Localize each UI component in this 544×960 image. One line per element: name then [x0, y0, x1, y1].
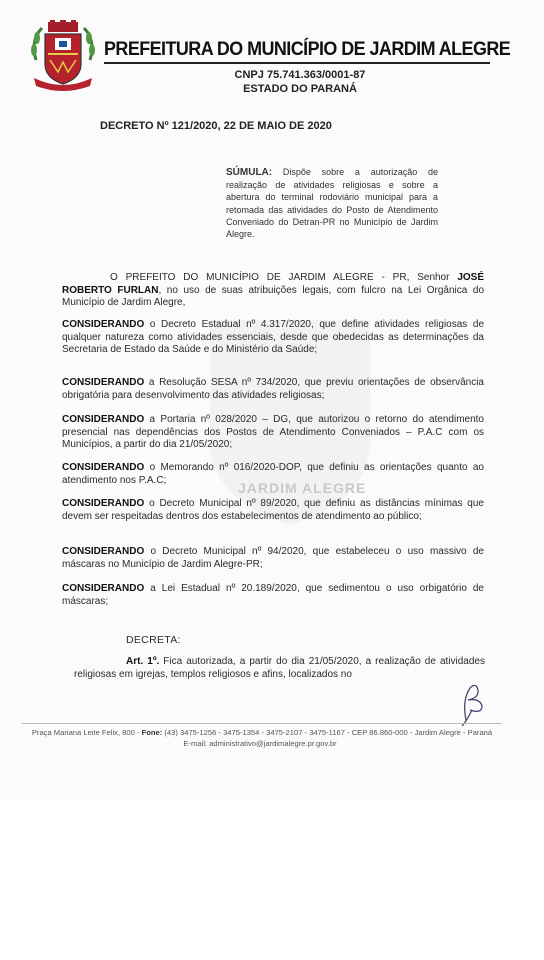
considerando-text: o Memorando nº 016/2020-DOP, que definiu as orientações quanto ao atendimento nos P.A.C; — [62, 462, 484, 486]
paragraph-considerando-6 — [62, 546, 484, 571]
mayor-name: JOSÉ ROBERTO FURLAN — [62, 272, 484, 296]
article-label: Art. 1º. — [126, 656, 160, 667]
paragraph-considerando-5 — [62, 498, 484, 523]
footer-divider — [22, 723, 502, 724]
considerando-label: CONSIDERANDO — [62, 377, 145, 388]
considerando-label: CONSIDERANDO — [62, 546, 145, 557]
paragraph-preamble — [62, 272, 484, 310]
footer-phone-label: Fone: — [141, 728, 163, 737]
considerando-text: a Lei Estadual nº 20.189/2020, que sedimentou o uso orbigatório de máscaras; — [62, 583, 484, 607]
considerando-text: a Portaria nº 028/2020 – DG, que autorizou o retorno do atendimento presencial nas dependências dos Postos de Atendimento Conveniados – P.A.C com os Municípios, a partir do dia 21/05/2020; — [62, 414, 484, 451]
watermark-text: JARDIM ALEGRE — [238, 480, 367, 496]
sumula-lead: SÚMULA: — [226, 167, 273, 178]
paragraph-considerando-1 — [62, 319, 484, 357]
considerando-label: CONSIDERANDO — [62, 583, 145, 594]
signature-icon — [452, 680, 492, 728]
preamble-text-cont: , no uso de suas atribuições legais, com fulcro na Lei Orgânica do Município de Jardim Alegre, — [62, 284, 485, 309]
considerando-text: o Decreto Municipal nº 89/2020, que definiu as distâncias mínimas que devem ser respeitadas dentros dos estabelecimentos de atendimento ao público; — [62, 498, 484, 522]
paragraph-considerando-7 — [62, 583, 484, 608]
footer-email: E-mail: administrativo@jardimalegre.pr.gov.br — [183, 739, 337, 748]
footer-phones: (43) 3475-1256 - 3475-1354 - 3475-2107 - 3475-1167 - CEP 86.860-000 - Jardim Alegre - Paraná — [162, 728, 493, 737]
considerando-text: o Decreto Municipal nº 94/2020, que estabeleceu o uso massivo de máscaras no Município de Jardim Alegre-PR; — [62, 546, 484, 570]
preamble-text: O PREFEITO DO MUNICÍPIO DE JARDIM ALEGRE - PR, Senhor — [110, 272, 458, 283]
state-text: ESTADO DO PARANÁ — [243, 83, 357, 95]
cnpj-text: CNPJ 75.741.363/0001-87 — [234, 69, 366, 81]
article-text: Fica autorizada, a partir do dia 21/05/2020, a realização de atividades religiosas em igrejas, templos religiosos e afins, localizados no — [74, 656, 485, 680]
footer-address — [2, 728, 522, 737]
decree-title: DECRETO Nº 121/2020, 22 DE MAIO DE 2020 — [100, 120, 332, 132]
considerando-text: a Resolução SESA nº 734/2020, que previu orientações de observância obrigatória para desenvolvimento das atividades religiosas; — [62, 377, 484, 401]
considerando-label: CONSIDERANDO — [62, 462, 145, 473]
sumula-block — [226, 166, 438, 240]
title-underline — [104, 62, 490, 64]
page-title: PREFEITURA DO MUNICÍPIO DE JARDIM ALEGRE — [104, 38, 511, 60]
considerando-label: CONSIDERANDO — [62, 498, 145, 509]
considerando-label: CONSIDERANDO — [62, 319, 145, 330]
municipal-crest-icon — [28, 20, 98, 92]
considerando-text: o Decreto Estadual nº 4.317/2020, que define atividades religiosas de qualquer natureza como atividades essenciais, desde que obedecidas as determinações da Secretaria de Estado da Saúde e do Ministério da Saúde; — [62, 319, 484, 356]
sumula-text: Dispõe sobre a autorização de realização de atividades religiosas e sobre a abertura do terminal rodoviário municipal para a retomada das atividades do Posto de Atendimento Conveniado do Detran-PR no Município de Jardim Alegre. — [226, 167, 438, 240]
paragraph-considerando-4 — [62, 462, 484, 487]
paragraph-considerando-2 — [62, 377, 484, 402]
decreta-heading: DECRETA: — [126, 634, 181, 646]
considerando-label: CONSIDERANDO — [62, 414, 145, 425]
paragraph-considerando-3 — [62, 414, 484, 452]
footer-address-text: Praça Mariana Leite Felix, 800 - — [31, 728, 142, 737]
article-1 — [74, 656, 485, 681]
